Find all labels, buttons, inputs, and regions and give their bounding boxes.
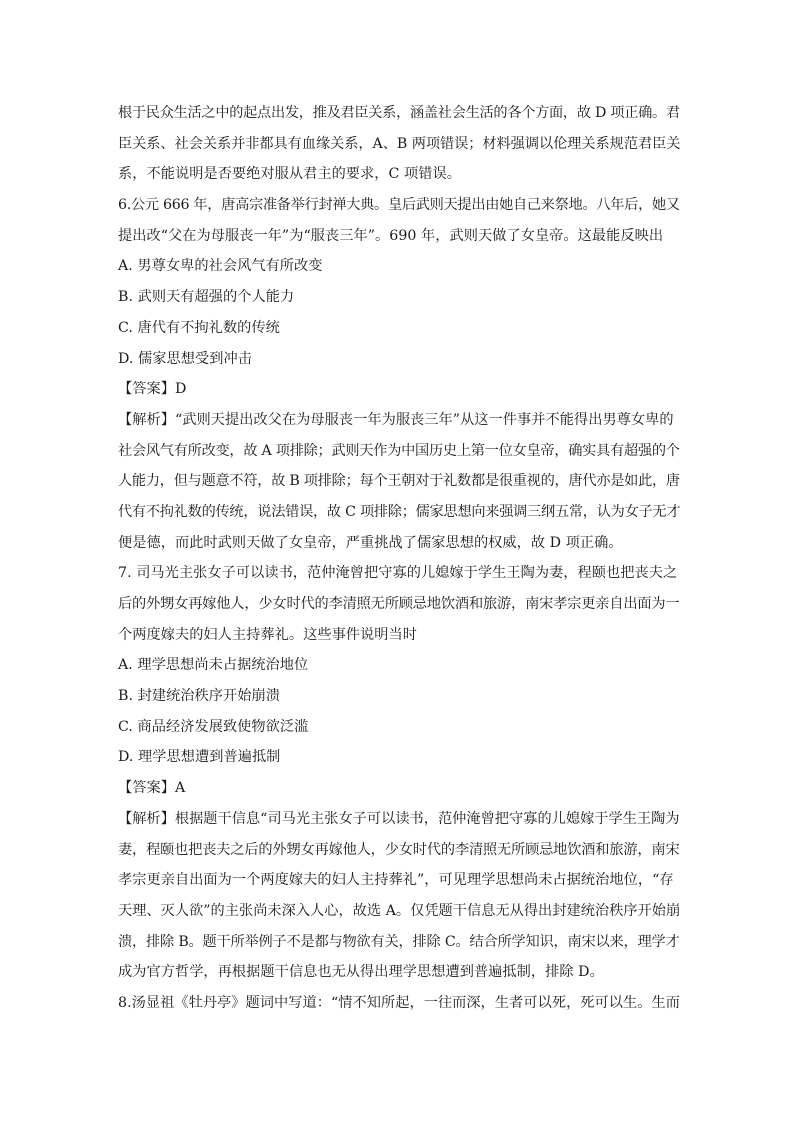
question-7-stem: 个两度嫁夫的妇人主持葬礼。这些事件说明当时 — [118, 626, 417, 643]
question-6-stem: 提出改“父在为母服丧一年”为“服丧三年”。690 年，武则天做了女皇帝。这最能反映出 — [118, 227, 664, 244]
question-7-stem: 7. 司马光主张女子可以读书，范仲淹曾把守寡的儿媳嫁于学生王陶为妻，程颐也把丧夫之 — [118, 565, 678, 582]
question-6-option-a: A. 男尊女卑的社会风气有所改变 — [118, 258, 323, 275]
question-7-option-a: A. 理学思想尚未占据统治地位 — [118, 657, 309, 674]
question-7-stem: 后的外甥女再嫁他人，少女时代的李清照无所顾忌地饮酒和旅游，南宋孝宗更亲自出面为一 — [118, 596, 680, 612]
question-7-analysis: 溃，排除 B。题干所举例子不是都与物欲有关，排除 C。结合所学知识，南宋以来，理学才 — [118, 933, 680, 950]
document-page — [118, 98, 680, 1019]
question-7-analysis: 【解析】根据题干信息“司马光主张女子可以读书，范仲淹曾把守寡的儿媳嫁于学生王陶为 — [118, 810, 680, 827]
question-7-analysis: 妻，程颐也把丧夫之后的外甥女再嫁他人，少女时代的李清照无所顾忌地饮酒和旅游，南宋 — [118, 841, 680, 858]
question-6-analysis: 人能力，但与题意不符，故 B 项排除；每个王朝对于礼数都是很重视的，唐代亦是如此，唐 — [118, 473, 680, 490]
question-7-option-b: B. 封建统治秩序开始崩溃 — [118, 688, 280, 705]
question-7-analysis: 成为官方哲学，再根据题干信息也无从得出理学思想遭到普遍抵制，排除 D。 — [118, 964, 604, 981]
question-6-option-b: B. 武则天有超强的个人能力 — [118, 289, 295, 306]
question-6-analysis: 社会风气有所改变，故 A 项排除；武则天作为中国历史上第一位女皇帝，确实具有超强的个 — [118, 442, 680, 459]
question-6-analysis: 【解析】“武则天提出改父在为母服丧一年为服丧三年”从这一件事并不能得出男尊女卑的 — [118, 411, 674, 428]
question-6-analysis: 便是德，而此时武则天做了女皇帝，严重挑战了儒家思想的权威，故 D 项正确。 — [118, 534, 623, 551]
question-7-option-c: C. 商品经济发展致使物欲泛滥 — [118, 718, 309, 735]
question-6-option-c: C. 唐代有不拘礼数的传统 — [118, 319, 280, 336]
text-line: 臣关系、社会关系并非都具有血缘关系，A、B 两项错误；材料强调以伦理关系规范君臣关 — [118, 135, 681, 152]
question-6-analysis: 代有不拘礼数的传统，说法错误，故 C 项排除；儒家思想向来强调三纲五常，认为女子无才 — [118, 503, 681, 520]
question-6-answer: 【答案】D — [118, 381, 187, 398]
question-7-analysis: 天理、灭人欲”的主张尚未深入人心，故选 A。仅凭题干信息无从得出封建统治秩序开始崩 — [118, 902, 681, 919]
question-6-stem: 6.公元 666 年，唐高宗准备举行封禅大典。皇后武则天提出由她自己来祭地。八年后，她又 — [118, 197, 680, 214]
text-line: 根于民众生活之中的起点出发，推及君臣关系，涵盖社会生活的各个方面，故 D 项正确。君 — [118, 105, 680, 121]
question-7-analysis: 孝宗更亲自出面为一个两度嫁夫的妇人主持葬礼”，可见理学思想尚未占据统治地位，“存 — [118, 872, 674, 889]
question-7-option-d: D. 理学思想遭到普遍抵制 — [118, 749, 281, 766]
question-7-answer: 【答案】A — [118, 780, 186, 797]
question-6-option-d: D. 儒家思想受到冲击 — [118, 350, 252, 367]
text-line: 系，不能说明是否要绝对服从君主的要求，C 项错误。 — [118, 166, 461, 183]
question-8-stem: 8.汤显祖《牡丹亭》题词中写道：“情不知所起，一往而深，生者可以死，死可以生。生而 — [118, 994, 680, 1011]
